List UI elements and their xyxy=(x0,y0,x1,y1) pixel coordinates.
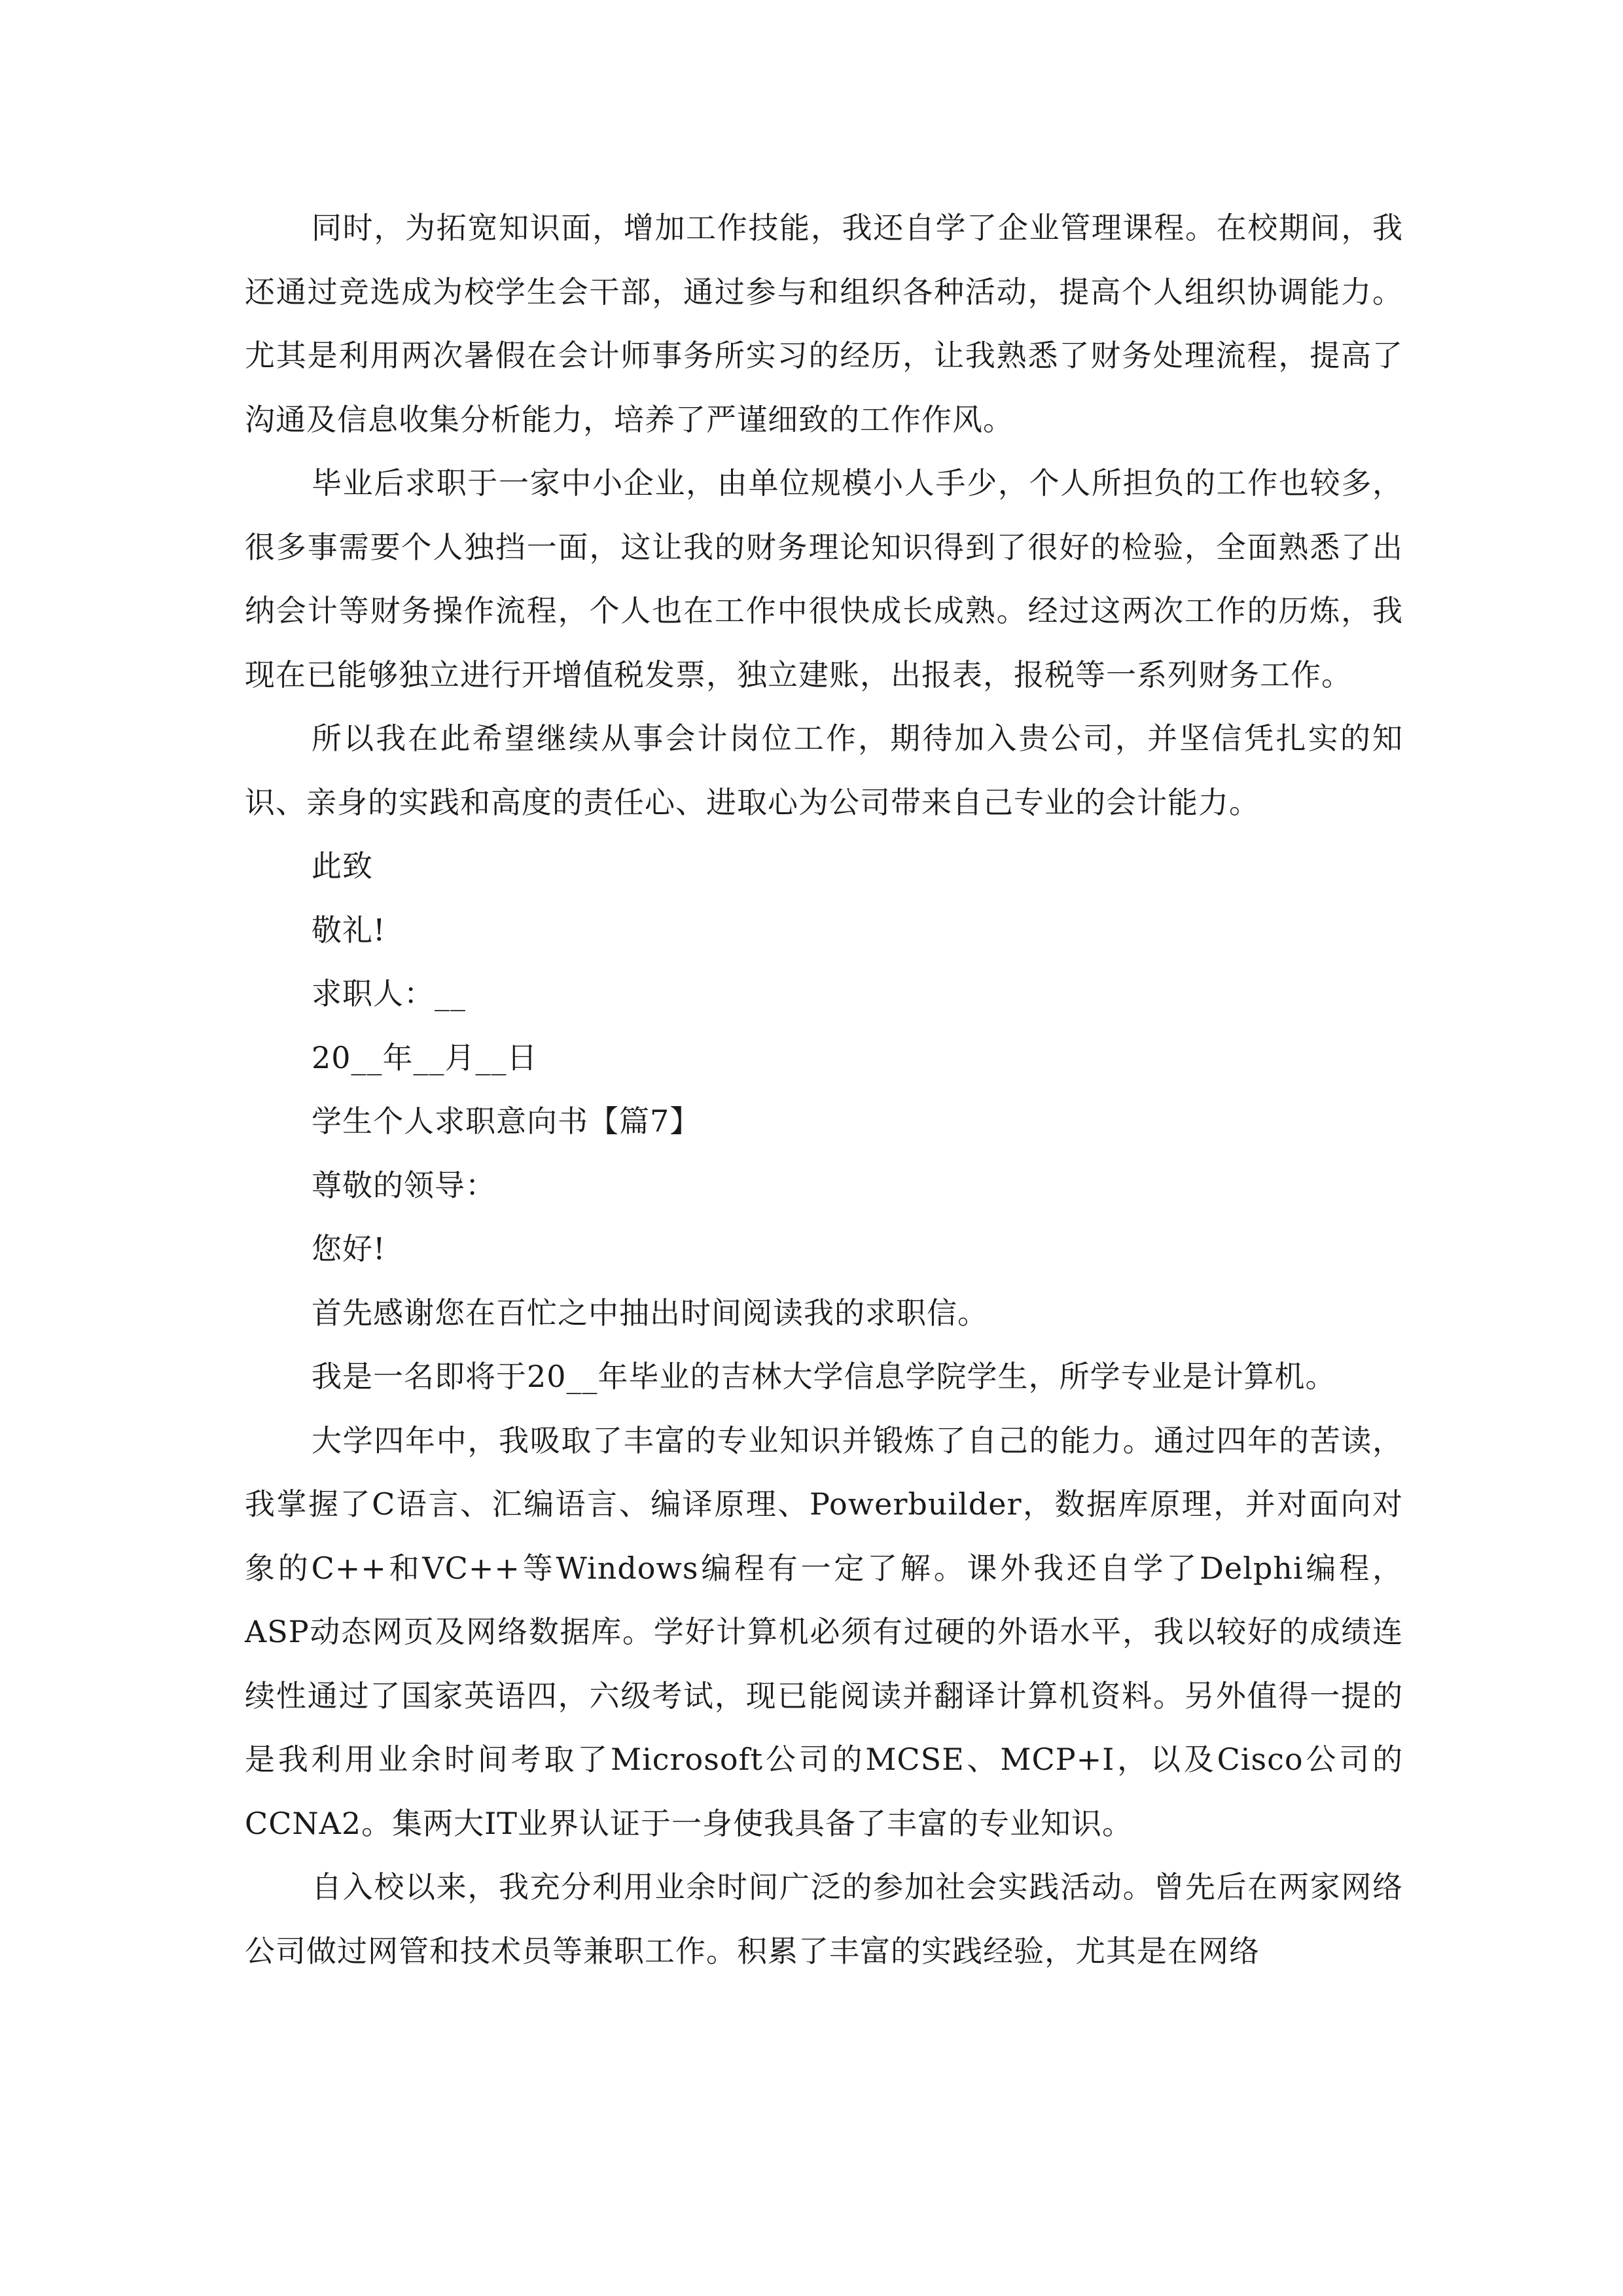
paragraph-social-practice: 自入校以来，我充分利用业余时间广泛的参加社会实践活动。曾先后在两家网络公司做过网管和技术员等兼职工作。积累了丰富的实践经验，尤其是在网络 xyxy=(245,1869,1403,1969)
section-title: 学生个人求职意向书【篇7】 xyxy=(312,1103,701,1139)
applicant-signature: 求职人：__ xyxy=(312,976,466,1011)
paragraph-application-wish: 所以我在此希望继续从事会计岗位工作，期待加入贵公司，并坚信凭扎实的知识、亲身的实践和高度的责任心、进取心为公司带来自己专业的会计能力。 xyxy=(245,721,1403,820)
letter-date: 20__年__月__日 xyxy=(312,1039,538,1075)
paragraph-university-skills: 大学四年中，我吸取了丰富的专业知识并锻炼了自己的能力。通过四年的苦读，我掌握了C语言、汇编语言、编译原理、Powerbuilder，数据库原理，并对面向对象的C++和VC++等Windows编程有一定了解。课外我还自学了Delphi编程，ASP动态网页及网络数据库。学好计算机必须有过硬的外语水平，我以较好的成绩连续性通过了国家英语四，六级考试，现已能阅读并翻译计算机资料。另外值得一提的是我利用业余时间考取了Microsoft公司的MCSE、MCP+I，以及Cisco公司的CCNA2。集两大IT业界认证于一身使我具备了丰富的专业知识。 xyxy=(245,1422,1403,1841)
thanks-line: 首先感谢您在百忙之中抽出时间阅读我的求职信。 xyxy=(312,1295,988,1331)
intro-line: 我是一名即将于20__年毕业的吉林大学信息学院学生，所学专业是计算机。 xyxy=(312,1359,1336,1394)
closing-salutation: 此致 xyxy=(312,848,373,884)
paragraph-self-study: 同时，为拓宽知识面，增加工作技能，我还自学了企业管理课程。在校期间，我还通过竞选成为校学生会干部，通过参与和组织各种活动，提高个人组织协调能力。尤其是利用两次暑假在会计师事务所实习的经历，让我熟悉了财务处理流程，提高了沟通及信息收集分析能力，培养了严谨细致的工作作风。 xyxy=(245,210,1403,437)
closing-regards: 敬礼! xyxy=(312,912,386,948)
letter-body xyxy=(245,196,1403,1983)
greeting-hello: 您好! xyxy=(312,1231,386,1266)
paragraph-work-experience: 毕业后求职于一家中小企业，由单位规模小人手少，个人所担负的工作也较多，很多事需要个人独挡一面，这让我的财务理论知识得到了很好的检验，全面熟悉了出纳会计等财务操作流程，个人也在工作中很快成长成熟。经过这两次工作的历炼，我现在已能够独立进行开增值税发票，独立建账，出报表，报税等一系列财务工作。 xyxy=(245,465,1403,692)
greeting-recipient: 尊敬的领导： xyxy=(312,1167,496,1203)
